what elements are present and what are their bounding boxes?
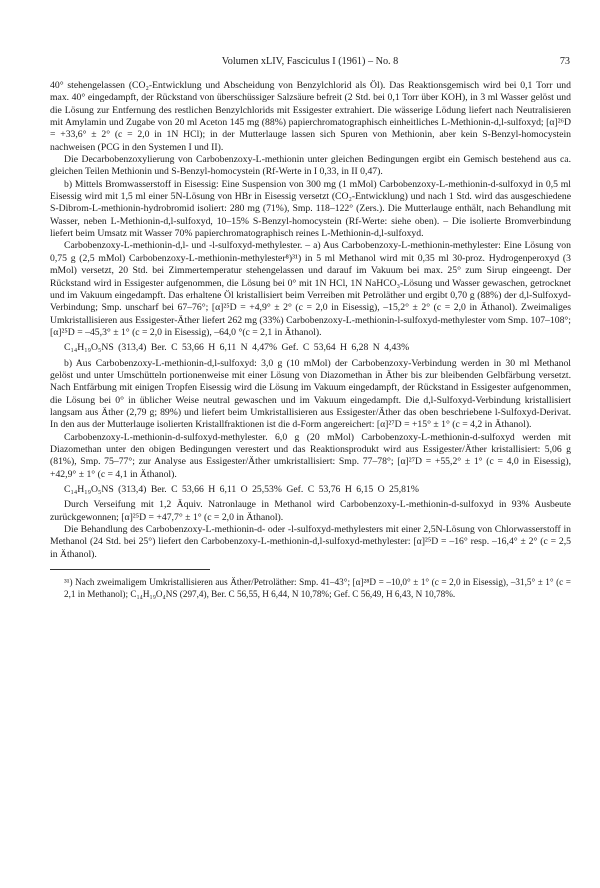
footnote: ³¹) Nach zweimaligem Umkristallisieren aus Äther/Petroläther: Smp. 41–43°; [α]²⁸D = –10,0° ± 1° (c = 2,0 in Eisessig), –31,5° ± 1° (c = 2,1 in Methanol); C₁₄H₁₉O₄NS (297,4), Ber. C 56,55, H 6,44, N 10,78%; Gef. C 56,49, H 6,43, N 10,78%. [64, 577, 571, 600]
paragraph: 40° stehengelassen (CO₂-Entwicklung und Abscheidung von Benzylchlorid als Öl). Das Reaktionsgemisch wird bei 0,1 Torr und max. 40° eingedampft, der Rückstand von überschüssiger Salzsäure befreit (2 Std. bei 0,1 Torr über KOH), in 3 ml Wasser gelöst und die Lösung zur Entfernung des restlichen Benzylchlorids mit Essigester extrahiert. Die wässerige Lödung liefert nach Neutralisieren mit Amylamin und Zugabe von 20 ml Aceton 145 mg (88%) papierchromatographisch einheitliches L-Methionin-d,l-sulfoxyd; [α]²⁶D = +33,6° ± 2° (c = 2,0 in 1N HCl); in der Mutterlauge lassen sich Spuren von Methionin, aber kein S-Benzyl-homocystein nachweisen (PCG in den Systemen I und II). [50, 80, 571, 153]
paragraph: b) Mittels Bromwasserstoff in Eisessig: Eine Suspension von 300 mg (1 mMol) Carbobenzoxy-L-methionin-d-sulfoxyd in 0,5 ml Eisessig wird mit 1,5 ml einer 5N-Lösung von HBr in Eisessig versetzt (CO₂-Entwicklung) und nach 1 Std. wird das ausgeschiedene S-Dibrom-L-methionin-hydrobromid isoliert: 280 mg (71%), Smp. 118–122° (Zers.). Die Mutterlauge enthält, nach Behandlung mit Wasser, neben L-Methionin-d,l-sulfoxyd, 10–15% S-Benzyl-homocystein (Rf-Werte: siehe oben). – Die isolierte Bromverbindung liefert beim Umsatz mit Wasser 70% papierchromatographisch reines L-Methionin-d,l-sulfoxyd. [50, 178, 571, 240]
paragraph: b) Aus Carbobenzoxy-L-methionin-d,l-sulfoxyd: 3,0 g (10 mMol) der Carbobenzoxy-Verbindung werden in 30 ml Methanol gelöst und unter Umschütteln portionenweise mit einer Lösung von Diazomethan in Äther bis zur bleibenden Gelbfärbung versetzt. Nach Entfärbung mit einigen Tropfen Eisessig wird die Lösung im Vakuum eingedampft, der Rückstand in Essigester aufgenommen, die Lösung bei 0° in üblicher Weise neutral gewaschen und im Vakuum eingedampft. Die d,l-Sulfoxyd-Verbindung kristallisiert langsam aus Äther (2,79 g; 89%) und liefert beim Umkristallisieren aus Essigester/Äther das oben beschriebene l-Sulfoxyd-Derivat. In den aus der Mutterlauge isolierten Kristallfraktionen ist die d-Form angereichert: [α]²⁷D = +15° ± 1° (c = 4,2 in Äthanol). [50, 357, 571, 431]
paragraph: Carbobenzoxy-L-methionin-d,l- und -l-sulfoxyd-methylester. – a) Aus Carbobenzoxy-L-methionin-methylester: Eine Lösung von 0,75 g (2,5 mMol) Carbobenzoxy-L-methionin-methylester⁸)³¹) in 5 ml Methanol wird mit 0,35 ml 30-proz. Hydrogenperoxyd (3 mMol) versetzt, 20 Std. bei Zimmertemperatur stehengelassen und darauf im Vakuum bei max. 25° zum Sirup eingeengt. Der Rückstand wird in Essigester aufgenommen, die Lösung bei 0° mit 1N HCl, 1N NaHCO₃-Lösung und Wasser gewaschen, getrocknet und im Vakuum eingedampft. Das erhaltene Öl kristallisiert beim Verreiben mit Petroläther und ergibt 0,70 g (88%) der d,l-Sulfoxyd-Verbindung; Smp. unscharf bei 67–76°; [α]²⁵D = +4,9° ± 2° (c = 2,0 in Eisessig), –15,2° ± 2° (c = 2,0 in Äthanol). Zweimaliges Umkristallisieren aus Essigester-Äther liefert 262 mg (33%) Carbobenzoxy-L-methionin-l-sulfoxyd-methylester vom Smp. 107–108°; [α]²⁵D = –45,3° ± 1° (c = 2,0 in Eisessig), –64,0 °(c = 2,1 in Äthanol). [50, 240, 571, 338]
paragraph: Die Behandlung des Carbobenzoxy-L-methionin-d- oder -l-sulfoxyd-methylesters mit einer 2,5N-Lösung von Chlorwasserstoff in Methanol (24 Std. bei 25°) liefert den Carbobenzoxy-L-methionin-d,l-sulfoxyd-methylester: [α]²⁵D = –16° resp. –16,4° ± 2° (c = 2,5 in Äthanol). [50, 524, 571, 560]
analysis-formula: C₁₄H₁₉O₅NS (313,4) Ber. C 53,66 H 6,11 O 25,53% Gef. C 53,76 H 6,15 O 25,81% [64, 484, 419, 495]
footnote-divider [50, 569, 210, 570]
article-body [50, 80, 571, 600]
page-number: 73 [559, 56, 570, 67]
paragraph: Durch Verseifung mit 1,2 Äquiv. Natronlauge in Methanol wird Carbobenzoxy-L-methionin-d-sulfoxyd in 93% Ausbeute zurückgewonnen; [α]²⁵D = +47,7° ± 1° (c = 2,0 in Äthanol). [50, 499, 571, 523]
paragraph: Die Decarbobenzoxylierung von Carbobenzoxy-L-methionin unter gleichen Bedingungen ergibt ein Gemisch bestehend aus ca. gleichen Teilen Methionin und S-Benzyl-homocystein (Rf-Werte in I 0,33, in II 0,47). [50, 154, 571, 178]
running-header [50, 56, 570, 70]
journal-title: Volumen xLIV, Fasciculus I (1961) – No. 8 [221, 56, 399, 67]
paragraph: Carbobenzoxy-L-methionin-d-sulfoxyd-methylester. 6,0 g (20 mMol) Carbobenzoxy-L-methionin-d-sulfoxyd werden mit Diazomethan unter den obigen Bedingungen verestert und das Reaktionsprodukt wird aus Essigester/Äther kristallisiert: 5,06 g (81%), Smp. 75–77°; zur Analyse aus Essigester/Äther umkristallisiert: Smp. 77–78°; [α]²⁷D = +55,2° ± 1° (c = 4,0 in Eisessig), +42,9° ± 1° (c = 4,1 in Äthanol). [50, 431, 571, 480]
analysis-formula: C₁₄H₁₉O₅NS (313,4) Ber. C 53,66 H 6,11 N 4,47% Gef. C 53,64 H 6,28 N 4,43% [64, 342, 410, 354]
